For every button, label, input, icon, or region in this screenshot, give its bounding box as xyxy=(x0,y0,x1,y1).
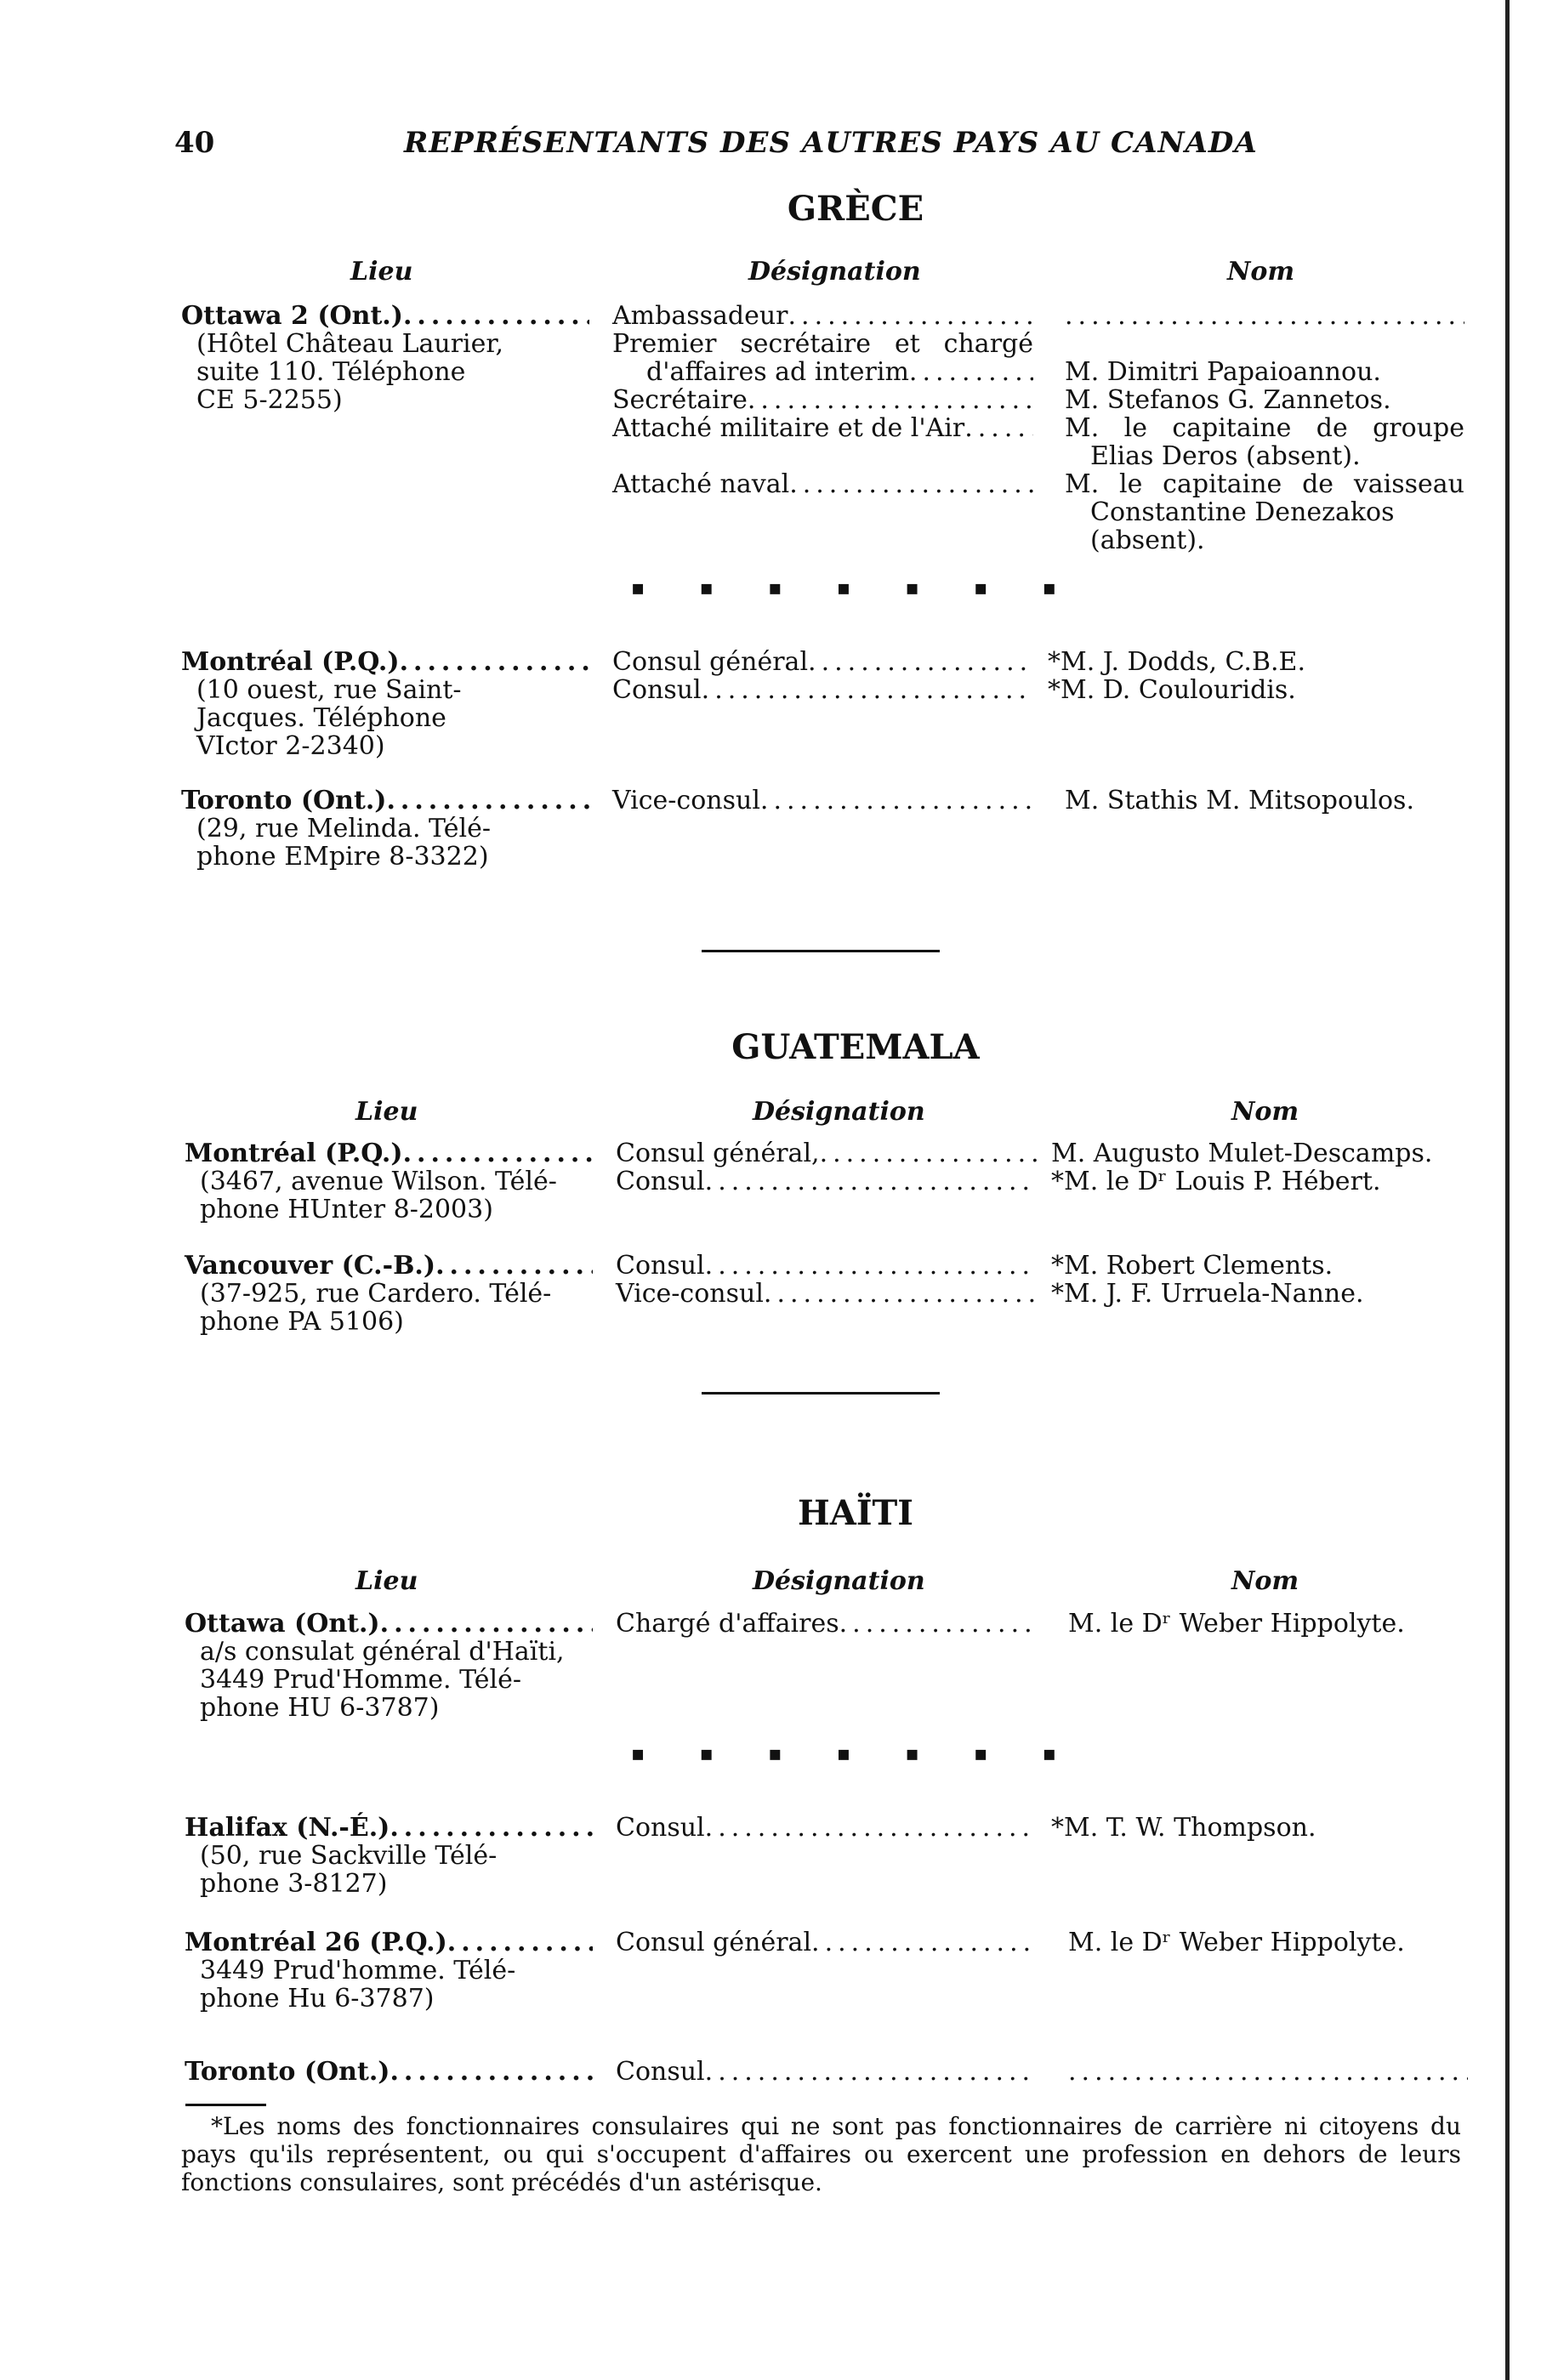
entry-designations: Consul ..... xyxy=(616,2058,1037,2086)
page-edge xyxy=(1505,0,1510,2380)
entry-names: ..... M. Dimitri Papaioannou. M. Stefanos G. Zannetos. M. le capitaine de groupe Elias Deros (absent). M. le capitaine de vaisseau Constantine Denezakos (absent). xyxy=(1065,302,1464,554)
entry-designations: Chargé d'affaires ..... xyxy=(616,1610,1037,1638)
entry-names: *M. T. W. Thompson. xyxy=(1051,1813,1316,1843)
entry-names: M. le Dʳ Weber Hippolyte. xyxy=(1068,1928,1405,1957)
entry-location: Ottawa (Ont.) ..... xyxy=(185,1610,593,1638)
section-separator-dots: ▪ ▪ ▪ ▪ ▪ ▪ ▪ xyxy=(631,1741,1080,1765)
entry-address: (50, rue Sackville Télé- phone 3-8127) xyxy=(200,1841,498,1899)
column-header-nom: Nom xyxy=(1231,1097,1299,1127)
column-header-nom: Nom xyxy=(1227,257,1295,287)
entry-location: Vancouver (C.-B.) ..... xyxy=(185,1252,593,1280)
entry-names: *M. J. Dodds, C.B.E. *M. D. Coulouridis. xyxy=(1048,647,1305,705)
entry-names xyxy=(1068,2058,1468,2086)
entry-address: (29, rue Melinda. Télé- phone EMpire 8-3322) xyxy=(196,814,491,872)
entry-address: a/s consulat général d'Haïti, 3449 Prud'Homme. Télé- phone HU 6-3787) xyxy=(200,1637,565,1723)
entry-location: Halifax (N.-É.) ..... xyxy=(185,1814,593,1842)
column-header-designation: Désignation xyxy=(753,1097,925,1127)
section-title-greece: GRÈCE xyxy=(787,189,924,229)
entry-names: M. le Dʳ Weber Hippolyte. xyxy=(1068,1609,1405,1639)
entry-location: Toronto (Ont.) ..... xyxy=(181,787,589,815)
entry-names: M. Augusto Mulet-Descamps. *M. le Dʳ Louis P. Hébert. xyxy=(1051,1139,1433,1196)
entry-designations: Consul général ..... xyxy=(616,1928,1037,1957)
entry-address: (Hôtel Château Laurier, suite 110. Téléphone CE 5-2255) xyxy=(196,329,503,415)
section-title-haiti: HAÏTI xyxy=(797,1493,913,1533)
vacant-name-leader xyxy=(1065,302,1464,330)
column-header-nom: Nom xyxy=(1231,1566,1299,1596)
entry-location: Montréal (P.Q.) ..... xyxy=(185,1139,593,1167)
footnote: *Les noms des fonctionnaires consulaires qui ne sont pas fonctionnaires de carrière ni citoyens du pays qu'ils représentent, ou qui s'occupent d'affaires ou exercent une profession en dehors de leurs fonctions consulaires, sont précédés d'un astérisque. xyxy=(181,2112,1461,2196)
entry-address: 3449 Prud'homme. Télé- phone Hu 6-3787) xyxy=(200,1956,516,2014)
column-header-lieu: Lieu xyxy=(350,257,413,287)
running-title: REPRÉSENTANTS DES AUTRES PAYS AU CANADA xyxy=(404,126,1258,160)
entry-designations: Consul ..... xyxy=(616,1814,1037,1842)
section-divider xyxy=(702,950,940,952)
entry-designations: Ambassadeur ..... Premier secrétaire et chargé d'affaires ad interim ..... Secrétaire ..... Attaché militaire et de l'Air ..... Attaché naval ..... xyxy=(612,302,1033,498)
page-number: 40 xyxy=(174,126,215,160)
entry-address: (3467, avenue Wilson. Télé- phone HUnter 8-2003) xyxy=(200,1167,557,1224)
entry-designations: Consul général ..... Consul ..... xyxy=(612,648,1033,704)
column-header-lieu: Lieu xyxy=(355,1566,418,1596)
page-header xyxy=(174,119,1280,170)
entry-address: (10 ouest, rue Saint- Jacques. Téléphone VIctor 2-2340) xyxy=(196,675,462,761)
section-title-guatemala: GUATEMALA xyxy=(731,1027,980,1067)
entry-designations: Consul ..... Vice-consul ..... xyxy=(616,1252,1037,1308)
entry-names: M. Stathis M. Mitsopoulos. xyxy=(1065,786,1414,815)
section-divider xyxy=(702,1392,940,1394)
entry-location: Ottawa 2 (Ont.) ..... xyxy=(181,302,589,330)
entry-designations: Consul général, ..... Consul ..... xyxy=(616,1139,1037,1196)
entry-location: Montréal 26 (P.Q.) ..... xyxy=(185,1928,593,1957)
footnote-rule xyxy=(185,2104,266,2106)
section-separator-dots: ▪ ▪ ▪ ▪ ▪ ▪ ▪ xyxy=(631,575,1080,599)
column-header-lieu: Lieu xyxy=(355,1097,418,1127)
column-header-designation: Désignation xyxy=(748,257,921,287)
entry-address: (37-925, rue Cardero. Télé- phone PA 5106) xyxy=(200,1279,552,1337)
column-header-designation: Désignation xyxy=(753,1566,925,1596)
entry-location: Montréal (P.Q.) ..... xyxy=(181,648,589,676)
entry-designations: Vice-consul ..... xyxy=(612,787,1033,815)
entry-location: Toronto (Ont.) ..... xyxy=(185,2058,593,2086)
vacant-name-leader xyxy=(1068,2058,1468,2086)
entry-names: *M. Robert Clements. *M. J. F. Urruela-Nanne. xyxy=(1051,1251,1364,1309)
